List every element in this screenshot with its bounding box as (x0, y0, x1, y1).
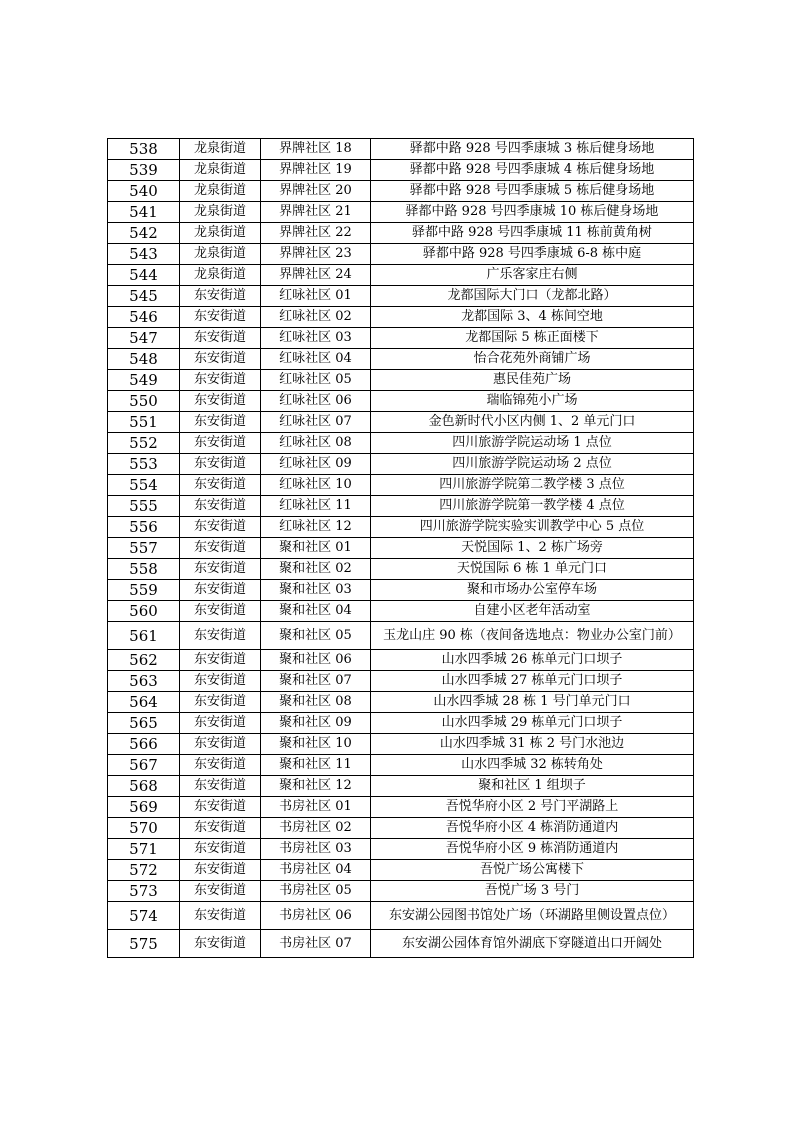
location-cell: 龙都国际大门口（龙都北路） (371, 286, 694, 307)
location-cell: 聚和市场办公室停车场 (371, 580, 694, 601)
row-number: 550 (108, 391, 180, 412)
community-code-cell: 聚和社区 05 (261, 622, 371, 650)
location-cell: 自建小区老年活动室 (371, 601, 694, 622)
location-cell: 吾悦华府小区 2 号门平湖路上 (371, 797, 694, 818)
row-number: 573 (108, 881, 180, 902)
row-number: 546 (108, 307, 180, 328)
subdistrict-cell: 龙泉街道 (180, 265, 261, 286)
table-row (108, 202, 694, 223)
subdistrict-cell: 东安街道 (180, 349, 261, 370)
subdistrict-cell: 东安街道 (180, 391, 261, 412)
row-number: 570 (108, 818, 180, 839)
row-number: 538 (108, 139, 180, 160)
subdistrict-cell: 东安街道 (180, 601, 261, 622)
table-row (108, 475, 694, 496)
table-row (108, 412, 694, 433)
subdistrict-cell: 龙泉街道 (180, 139, 261, 160)
row-number: 564 (108, 692, 180, 713)
row-number: 566 (108, 734, 180, 755)
subdistrict-cell: 东安街道 (180, 433, 261, 454)
subdistrict-cell: 东安街道 (180, 713, 261, 734)
table-row (108, 797, 694, 818)
subdistrict-cell: 东安街道 (180, 559, 261, 580)
row-number: 549 (108, 370, 180, 391)
table-row (108, 139, 694, 160)
table-row (108, 160, 694, 181)
community-code-cell: 红咏社区 09 (261, 454, 371, 475)
subdistrict-cell: 东安街道 (180, 930, 261, 958)
location-cell: 金色新时代小区内侧 1、2 单元门口 (371, 412, 694, 433)
table-row (108, 265, 694, 286)
table-row (108, 601, 694, 622)
location-cell: 山水四季城 26 栋单元门口坝子 (371, 650, 694, 671)
location-cell: 龙都国际 3、4 栋间空地 (371, 307, 694, 328)
table-row (108, 370, 694, 391)
community-code-cell: 红咏社区 12 (261, 517, 371, 538)
community-code-cell: 界牌社区 21 (261, 202, 371, 223)
location-cell: 驿都中路 928 号四季康城 5 栋后健身场地 (371, 181, 694, 202)
subdistrict-cell: 东安街道 (180, 860, 261, 881)
table-row (108, 692, 694, 713)
location-cell: 驿都中路 928 号四季康城 10 栋后健身场地 (371, 202, 694, 223)
community-code-cell: 红咏社区 03 (261, 328, 371, 349)
community-code-cell: 界牌社区 23 (261, 244, 371, 265)
row-number: 555 (108, 496, 180, 517)
table-row (108, 538, 694, 559)
location-cell: 龙都国际 5 栋正面楼下 (371, 328, 694, 349)
subdistrict-cell: 东安街道 (180, 517, 261, 538)
community-code-cell: 书房社区 04 (261, 860, 371, 881)
table-row (108, 181, 694, 202)
community-code-cell: 界牌社区 20 (261, 181, 371, 202)
location-cell: 四川旅游学院运动场 1 点位 (371, 433, 694, 454)
subdistrict-cell: 东安街道 (180, 650, 261, 671)
table-row (108, 391, 694, 412)
community-code-cell: 书房社区 07 (261, 930, 371, 958)
subdistrict-cell: 东安街道 (180, 797, 261, 818)
location-cell: 吾悦华府小区 9 栋消防通道内 (371, 839, 694, 860)
community-code-cell: 红咏社区 02 (261, 307, 371, 328)
table-row (108, 776, 694, 797)
row-number: 575 (108, 930, 180, 958)
subdistrict-cell: 龙泉街道 (180, 202, 261, 223)
community-code-cell: 聚和社区 12 (261, 776, 371, 797)
row-number: 556 (108, 517, 180, 538)
subdistrict-cell: 东安街道 (180, 734, 261, 755)
community-code-cell: 聚和社区 09 (261, 713, 371, 734)
table-row (108, 244, 694, 265)
subdistrict-cell: 东安街道 (180, 776, 261, 797)
row-number: 569 (108, 797, 180, 818)
row-number: 548 (108, 349, 180, 370)
community-code-cell: 聚和社区 04 (261, 601, 371, 622)
row-number: 572 (108, 860, 180, 881)
table-row (108, 496, 694, 517)
table-row (108, 622, 694, 650)
location-cell: 东安湖公园体育馆外湖底下穿隧道出口开阔处 (371, 930, 694, 958)
table-row (108, 860, 694, 881)
location-cell: 天悦国际 1、2 栋广场旁 (371, 538, 694, 559)
community-code-cell: 红咏社区 06 (261, 391, 371, 412)
row-number: 568 (108, 776, 180, 797)
community-code-cell: 红咏社区 01 (261, 286, 371, 307)
table-row (108, 839, 694, 860)
location-cell: 东安湖公园图书馆处广场（环湖路里侧设置点位） (371, 902, 694, 930)
row-number: 560 (108, 601, 180, 622)
row-number: 571 (108, 839, 180, 860)
location-cell: 四川旅游学院实验实训教学中心 5 点位 (371, 517, 694, 538)
row-number: 553 (108, 454, 180, 475)
subdistrict-cell: 东安街道 (180, 881, 261, 902)
row-number: 562 (108, 650, 180, 671)
subdistrict-cell: 东安街道 (180, 839, 261, 860)
location-cell: 山水四季城 32 栋转角处 (371, 755, 694, 776)
location-cell: 玉龙山庄 90 栋（夜间备选地点：物业办公室门前） (371, 622, 694, 650)
location-cell: 驿都中路 928 号四季康城 6-8 栋中庭 (371, 244, 694, 265)
row-number: 542 (108, 223, 180, 244)
community-code-cell: 红咏社区 04 (261, 349, 371, 370)
location-cell: 山水四季城 28 栋 1 号门单元门口 (371, 692, 694, 713)
location-cell: 惠民佳苑广场 (371, 370, 694, 391)
community-code-cell: 界牌社区 18 (261, 139, 371, 160)
community-code-cell: 聚和社区 02 (261, 559, 371, 580)
subdistrict-cell: 东安街道 (180, 538, 261, 559)
subdistrict-cell: 东安街道 (180, 818, 261, 839)
row-number: 554 (108, 475, 180, 496)
row-number: 567 (108, 755, 180, 776)
community-code-cell: 书房社区 02 (261, 818, 371, 839)
community-code-cell: 界牌社区 22 (261, 223, 371, 244)
row-number: 544 (108, 265, 180, 286)
community-code-cell: 书房社区 05 (261, 881, 371, 902)
table-row (108, 433, 694, 454)
table-row (108, 349, 694, 370)
subdistrict-cell: 东安街道 (180, 692, 261, 713)
location-cell: 山水四季城 31 栋 2 号门水池边 (371, 734, 694, 755)
row-number: 541 (108, 202, 180, 223)
location-cell: 广乐客家庄右侧 (371, 265, 694, 286)
community-code-cell: 书房社区 01 (261, 797, 371, 818)
table-row (108, 650, 694, 671)
row-number: 551 (108, 412, 180, 433)
subdistrict-cell: 东安街道 (180, 902, 261, 930)
community-code-cell: 红咏社区 05 (261, 370, 371, 391)
table-row (108, 286, 694, 307)
row-number: 539 (108, 160, 180, 181)
location-cell: 驿都中路 928 号四季康城 11 栋前黄角树 (371, 223, 694, 244)
subdistrict-cell: 龙泉街道 (180, 244, 261, 265)
table-row (108, 902, 694, 930)
community-code-cell: 红咏社区 08 (261, 433, 371, 454)
table-row (108, 559, 694, 580)
community-code-cell: 聚和社区 11 (261, 755, 371, 776)
location-cell: 驿都中路 928 号四季康城 3 栋后健身场地 (371, 139, 694, 160)
row-number: 563 (108, 671, 180, 692)
subdistrict-cell: 东安街道 (180, 671, 261, 692)
community-code-cell: 红咏社区 11 (261, 496, 371, 517)
row-number: 552 (108, 433, 180, 454)
community-code-cell: 界牌社区 24 (261, 265, 371, 286)
location-cell: 山水四季城 29 栋单元门口坝子 (371, 713, 694, 734)
location-cell: 山水四季城 27 栋单元门口坝子 (371, 671, 694, 692)
subdistrict-cell: 东安街道 (180, 755, 261, 776)
table-row (108, 454, 694, 475)
subdistrict-cell: 东安街道 (180, 286, 261, 307)
site-list-table (107, 138, 694, 958)
location-cell: 聚和社区 1 组坝子 (371, 776, 694, 797)
table-row (108, 671, 694, 692)
row-number: 559 (108, 580, 180, 601)
row-number: 561 (108, 622, 180, 650)
community-code-cell: 书房社区 03 (261, 839, 371, 860)
location-cell: 天悦国际 6 栋 1 单元门口 (371, 559, 694, 580)
row-number: 558 (108, 559, 180, 580)
subdistrict-cell: 东安街道 (180, 580, 261, 601)
location-cell: 四川旅游学院第二教学楼 3 点位 (371, 475, 694, 496)
subdistrict-cell: 东安街道 (180, 622, 261, 650)
community-code-cell: 红咏社区 07 (261, 412, 371, 433)
community-code-cell: 聚和社区 03 (261, 580, 371, 601)
community-code-cell: 聚和社区 08 (261, 692, 371, 713)
table-row (108, 881, 694, 902)
row-number: 574 (108, 902, 180, 930)
subdistrict-cell: 东安街道 (180, 307, 261, 328)
community-code-cell: 书房社区 06 (261, 902, 371, 930)
location-cell: 驿都中路 928 号四季康城 4 栋后健身场地 (371, 160, 694, 181)
row-number: 540 (108, 181, 180, 202)
community-code-cell: 聚和社区 06 (261, 650, 371, 671)
community-code-cell: 聚和社区 10 (261, 734, 371, 755)
table-row (108, 517, 694, 538)
table-row (108, 307, 694, 328)
table-row (108, 755, 694, 776)
table-row (108, 328, 694, 349)
location-cell: 四川旅游学院第一教学楼 4 点位 (371, 496, 694, 517)
community-code-cell: 红咏社区 10 (261, 475, 371, 496)
subdistrict-cell: 龙泉街道 (180, 181, 261, 202)
row-number: 545 (108, 286, 180, 307)
table-row (108, 818, 694, 839)
location-cell: 吾悦广场 3 号门 (371, 881, 694, 902)
subdistrict-cell: 东安街道 (180, 496, 261, 517)
community-code-cell: 界牌社区 19 (261, 160, 371, 181)
table-row (108, 580, 694, 601)
row-number: 547 (108, 328, 180, 349)
community-code-cell: 聚和社区 07 (261, 671, 371, 692)
table-row (108, 734, 694, 755)
subdistrict-cell: 龙泉街道 (180, 223, 261, 244)
location-cell: 吾悦广场公寓楼下 (371, 860, 694, 881)
subdistrict-cell: 东安街道 (180, 328, 261, 349)
table-row (108, 930, 694, 958)
location-cell: 吾悦华府小区 4 栋消防通道内 (371, 818, 694, 839)
subdistrict-cell: 东安街道 (180, 412, 261, 433)
row-number: 557 (108, 538, 180, 559)
subdistrict-cell: 龙泉街道 (180, 160, 261, 181)
location-cell: 瑞临锦苑小广场 (371, 391, 694, 412)
table-row (108, 223, 694, 244)
subdistrict-cell: 东安街道 (180, 370, 261, 391)
row-number: 565 (108, 713, 180, 734)
table-row (108, 713, 694, 734)
location-cell: 四川旅游学院运动场 2 点位 (371, 454, 694, 475)
table-body (108, 139, 694, 958)
location-cell: 怡合花苑外商铺广场 (371, 349, 694, 370)
community-code-cell: 聚和社区 01 (261, 538, 371, 559)
subdistrict-cell: 东安街道 (180, 454, 261, 475)
subdistrict-cell: 东安街道 (180, 475, 261, 496)
row-number: 543 (108, 244, 180, 265)
